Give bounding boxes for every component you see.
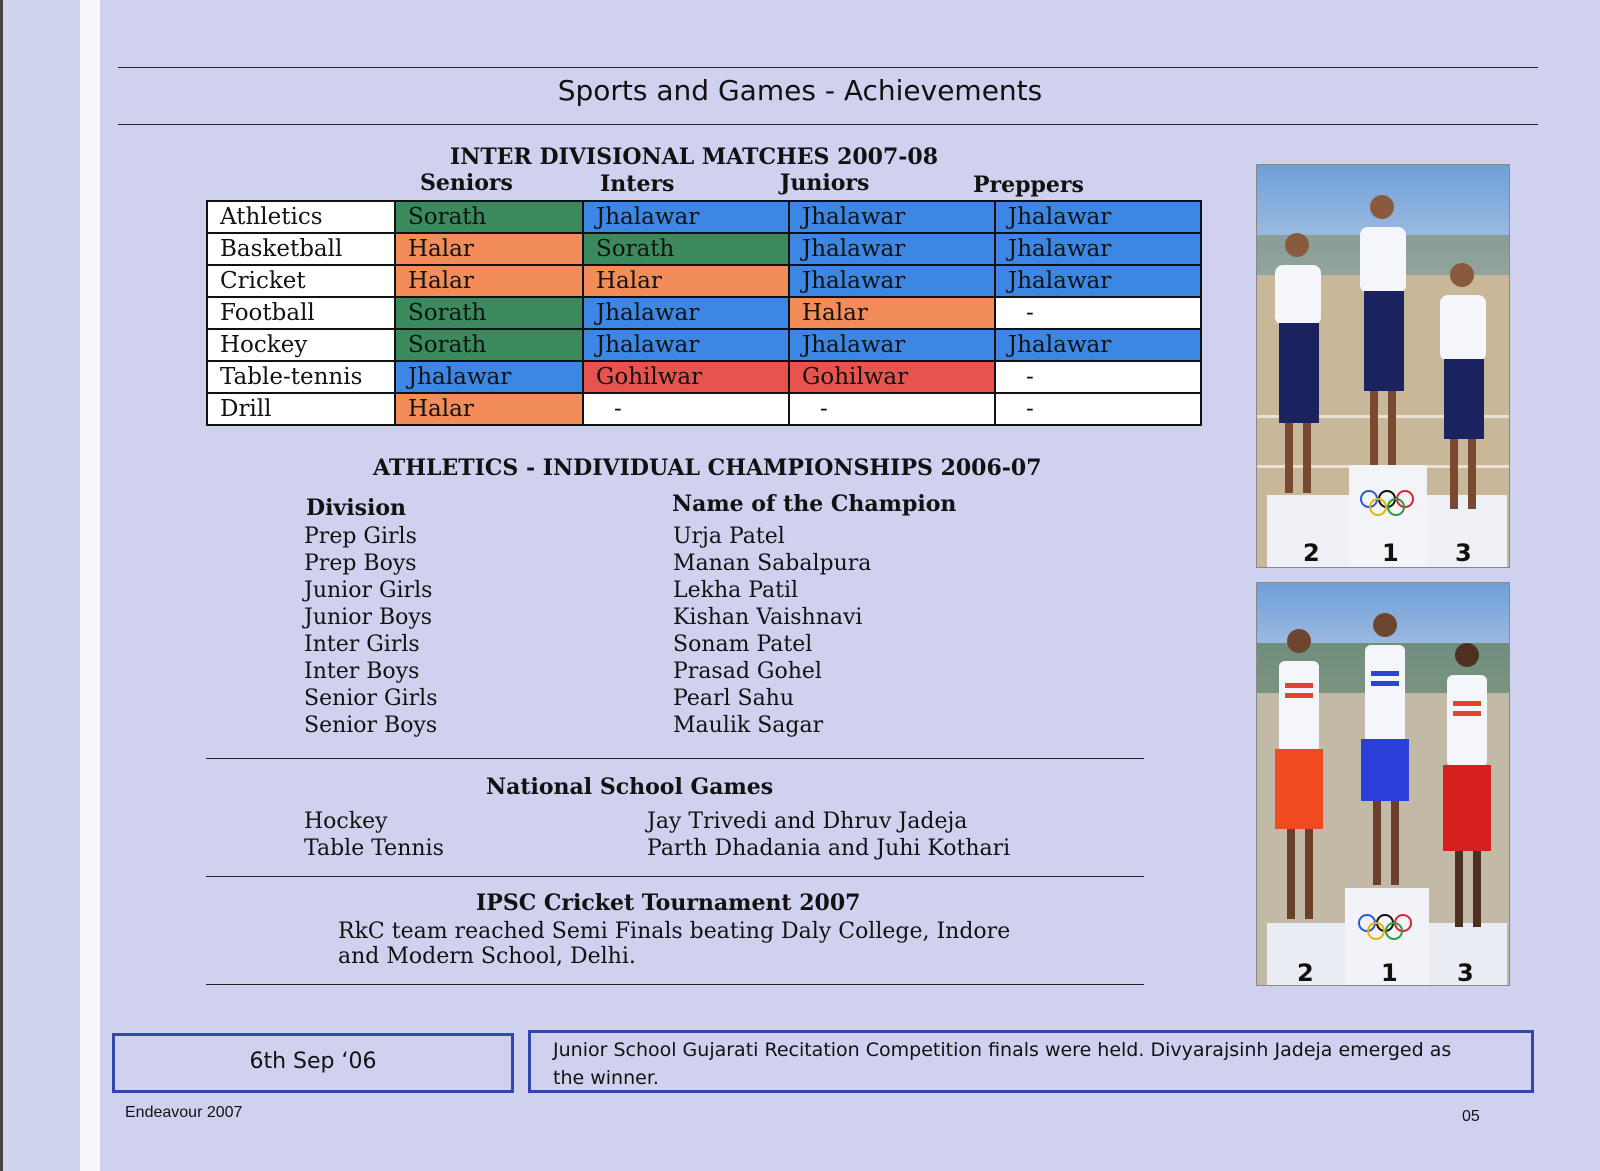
table-row [207, 265, 1201, 297]
page-number: 05 [1462, 1108, 1480, 1125]
champion-list [673, 523, 871, 739]
champion-item: Prasad Gohel [673, 659, 822, 684]
winner-cell: Gohilwar [789, 361, 995, 393]
column-header-juniors: Juniors [780, 170, 870, 196]
podium-label-second: 2 [1303, 539, 1320, 567]
ipsc-text-line-2: and Modern School, Delhi. [338, 944, 636, 969]
division-item: Junior Girls [304, 578, 433, 603]
winner-cell: Halar [395, 265, 583, 297]
news-text-line-1: Junior School Gujarati Recitation Competition finals were held. Divyarajsinh Jadeja emerged as [553, 1039, 1452, 1061]
champion-column-header: Name of the Champion [672, 491, 957, 517]
ipsc-text-line-1: RkC team reached Semi Finals beating Daly College, Indore [338, 919, 1011, 944]
boys-podium-photo [1256, 582, 1510, 986]
sport-name-cell: Basketball [207, 233, 395, 265]
winner-cell: Jhalawar [995, 265, 1201, 297]
winner-cell: Jhalawar [995, 329, 1201, 361]
matches-table [206, 200, 1202, 426]
national-event-hockey: Hockey [304, 809, 388, 834]
winner-cell: Halar [789, 297, 995, 329]
column-header-inters: Inters [600, 171, 675, 197]
winner-cell: Jhalawar [789, 329, 995, 361]
page-gutter [80, 0, 100, 1171]
division-list [304, 523, 438, 739]
sport-name-cell: Athletics [207, 201, 395, 233]
podium-label-first: 1 [1381, 959, 1398, 985]
winner-cell: Jhalawar [789, 201, 995, 233]
sport-name-cell: Football [207, 297, 395, 329]
winner-cell: Halar [583, 265, 789, 297]
news-date-box [112, 1033, 514, 1093]
division-item: Prep Girls [304, 524, 417, 549]
champion-item: Manan Sabalpura [673, 551, 872, 576]
champion-item: Kishan Vaishnavi [673, 605, 863, 630]
girls-podium-illustration [1257, 165, 1509, 567]
left-page-edge [0, 0, 80, 1171]
matches-heading: INTER DIVISIONAL MATCHES 2007-08 [450, 144, 939, 170]
division-item: Inter Boys [304, 659, 420, 684]
national-games-heading: National School Games [486, 774, 774, 800]
podium-label-first: 1 [1382, 539, 1399, 567]
winner-cell: Halar [395, 233, 583, 265]
title-rule-bottom [118, 124, 1538, 125]
sport-name-cell: Table-tennis [207, 361, 395, 393]
winner-cell: - [789, 393, 995, 425]
table-row [207, 233, 1201, 265]
table-row [207, 201, 1201, 233]
winner-cell: Jhalawar [995, 201, 1201, 233]
winner-cell: Jhalawar [583, 329, 789, 361]
table-row [207, 329, 1201, 361]
winner-cell: - [995, 393, 1201, 425]
binding-spine [0, 0, 3, 1171]
table-row [207, 361, 1201, 393]
national-names-hockey: Jay Trivedi and Dhruv Jadeja [647, 809, 968, 834]
champion-item: Lekha Patil [673, 578, 799, 603]
section-rule [206, 758, 1144, 759]
winner-cell: Sorath [583, 233, 789, 265]
winner-cell: Jhalawar [789, 265, 995, 297]
winner-cell: Jhalawar [789, 233, 995, 265]
winner-cell: - [995, 361, 1201, 393]
winner-cell: - [995, 297, 1201, 329]
table-row [207, 393, 1201, 425]
winner-cell: Halar [395, 393, 583, 425]
section-rule [206, 984, 1144, 985]
division-item: Prep Boys [304, 551, 417, 576]
champion-item: Urja Patel [673, 524, 785, 549]
boys-podium-illustration [1257, 583, 1509, 985]
winner-cell: Jhalawar [995, 233, 1201, 265]
division-item: Junior Boys [304, 605, 433, 630]
winner-cell: - [583, 393, 789, 425]
publication-name: Endeavour 2007 [125, 1104, 243, 1121]
winner-cell: Jhalawar [395, 361, 583, 393]
champion-item: Sonam Patel [673, 632, 813, 657]
news-date: 6th Sep ‘06 [249, 1049, 377, 1074]
winner-cell: Sorath [395, 297, 583, 329]
sport-name-cell: Cricket [207, 265, 395, 297]
girls-podium-photo [1256, 164, 1510, 568]
news-text-line-2: the winner. [553, 1067, 659, 1089]
sport-name-cell: Drill [207, 393, 395, 425]
table-row [207, 297, 1201, 329]
winner-cell: Sorath [395, 329, 583, 361]
division-item: Senior Girls [304, 686, 438, 711]
champion-item: Pearl Sahu [673, 686, 795, 711]
podium-label-third: 3 [1457, 959, 1474, 985]
winner-cell: Sorath [395, 201, 583, 233]
news-text-box [528, 1030, 1534, 1093]
podium-label-second: 2 [1297, 959, 1314, 985]
podium-label-third: 3 [1455, 539, 1472, 567]
ipsc-heading: IPSC Cricket Tournament 2007 [476, 890, 861, 916]
national-names-table-tennis: Parth Dhadania and Juhi Kothari [647, 836, 1011, 861]
column-header-seniors: Seniors [420, 170, 513, 196]
division-column-header: Division [306, 495, 406, 521]
page-title: Sports and Games - Achievements [557, 74, 1043, 107]
winner-cell: Gohilwar [583, 361, 789, 393]
sport-name-cell: Hockey [207, 329, 395, 361]
champion-item: Maulik Sagar [673, 713, 824, 738]
title-rule-top [118, 67, 1538, 68]
winner-cell: Jhalawar [583, 201, 789, 233]
winner-cell: Jhalawar [583, 297, 789, 329]
national-event-table-tennis: Table Tennis [304, 836, 444, 861]
division-item: Senior Boys [304, 713, 438, 738]
division-item: Inter Girls [304, 632, 420, 657]
news-text [553, 1036, 1451, 1092]
section-rule [206, 876, 1144, 877]
athletics-heading: ATHLETICS - INDIVIDUAL CHAMPIONSHIPS 2006-07 [373, 455, 1042, 481]
column-header-preppers: Preppers [973, 172, 1084, 198]
